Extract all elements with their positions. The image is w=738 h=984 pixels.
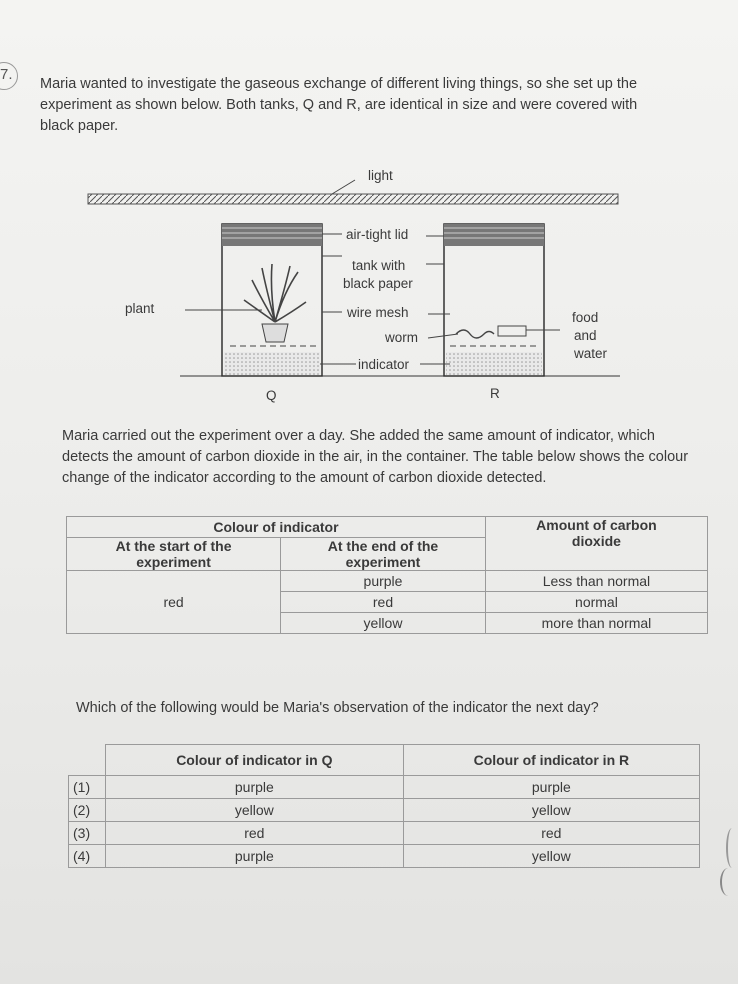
light-label: light	[368, 168, 393, 183]
lid-q	[222, 224, 322, 246]
question-prompt: Which of the following would be Maria's observation of the indicator the next day?	[76, 700, 599, 716]
mesh-label: wire mesh	[347, 305, 409, 320]
amount-header-line1: Amount of carbon	[536, 517, 657, 533]
food-label-2: and	[574, 328, 597, 343]
indicator-q	[224, 352, 320, 375]
amount-cell: Less than normal	[485, 571, 707, 592]
end-colour-cell: red	[281, 592, 486, 613]
end-header	[281, 538, 486, 571]
q-colour-header: Colour of indicator in Q	[106, 745, 404, 776]
end-header-line1: At the end of the	[327, 538, 439, 554]
tank-r	[444, 224, 544, 376]
tank-q	[222, 224, 322, 376]
amount-cell: normal	[485, 592, 707, 613]
option-row[interactable]	[69, 845, 700, 868]
option-r-colour: purple	[403, 776, 699, 799]
plant-icon	[244, 264, 306, 342]
margin-bracket-mark	[720, 868, 736, 896]
start-header-line2: experiment	[136, 554, 211, 570]
option-row[interactable]	[69, 822, 700, 845]
option-r-colour: red	[403, 822, 699, 845]
tank-q-label: Q	[266, 388, 277, 403]
option-number[interactable]: (1)	[69, 776, 106, 799]
amount-header-line2: dioxide	[571, 533, 621, 549]
option-number[interactable]: (2)	[69, 799, 106, 822]
r-colour-header: Colour of indicator in R	[403, 745, 699, 776]
lid-r	[444, 224, 544, 246]
option-r-colour: yellow	[403, 799, 699, 822]
food-label-1: food	[572, 310, 599, 325]
margin-bracket-mark	[726, 828, 738, 868]
answer-options-table	[68, 744, 700, 868]
tank-label-2: black paper	[343, 276, 413, 291]
tank-r-label: R	[490, 386, 500, 401]
start-header	[67, 538, 281, 571]
option-q-colour: red	[106, 822, 404, 845]
amount-header	[485, 517, 707, 571]
end-colour-cell: yellow	[281, 613, 486, 634]
option-row[interactable]	[69, 776, 700, 799]
indicator-label: indicator	[358, 357, 410, 372]
worm-icon	[456, 330, 494, 338]
end-header-line2: experiment	[345, 554, 421, 570]
tank-label-1: tank with	[352, 258, 406, 273]
indicator-r	[446, 352, 542, 375]
indicator-colour-table	[66, 516, 708, 634]
plant-label: plant	[125, 301, 155, 316]
lid-label: air-tight lid	[346, 227, 409, 242]
question-number: 7.	[0, 66, 13, 83]
end-colour-cell: purple	[281, 571, 486, 592]
food-container	[498, 326, 526, 336]
experiment-diagram	[0, 160, 738, 410]
start-colour-cell: red	[67, 571, 281, 634]
question-intro: Maria wanted to investigate the gaseous exchange of different living things, so she set up the experiment as shown below. Both tanks, Q and R, are identical in size and were covered with black paper.	[40, 76, 638, 134]
colour-header: Colour of indicator	[67, 517, 486, 538]
worm-label: worm	[385, 330, 418, 345]
start-header-line1: At the start of the	[115, 538, 232, 554]
light-source	[88, 194, 618, 204]
option-q-colour: purple	[106, 845, 404, 868]
option-number[interactable]: (4)	[69, 845, 106, 868]
option-q-colour: yellow	[106, 799, 404, 822]
option-r-colour: yellow	[403, 845, 699, 868]
experiment-description: Maria carried out the experiment over a day. She added the same amount of indicator, which detects the amount of carbon dioxide in the air, in the container. The table below shows the colour change of the indicator according to the amount of carbon dioxide detected.	[62, 428, 689, 486]
food-label-3: water	[574, 346, 608, 361]
option-q-colour: purple	[106, 776, 404, 799]
option-row[interactable]	[69, 799, 700, 822]
amount-cell: more than normal	[485, 613, 707, 634]
option-number[interactable]: (3)	[69, 822, 106, 845]
table-row	[67, 571, 708, 592]
